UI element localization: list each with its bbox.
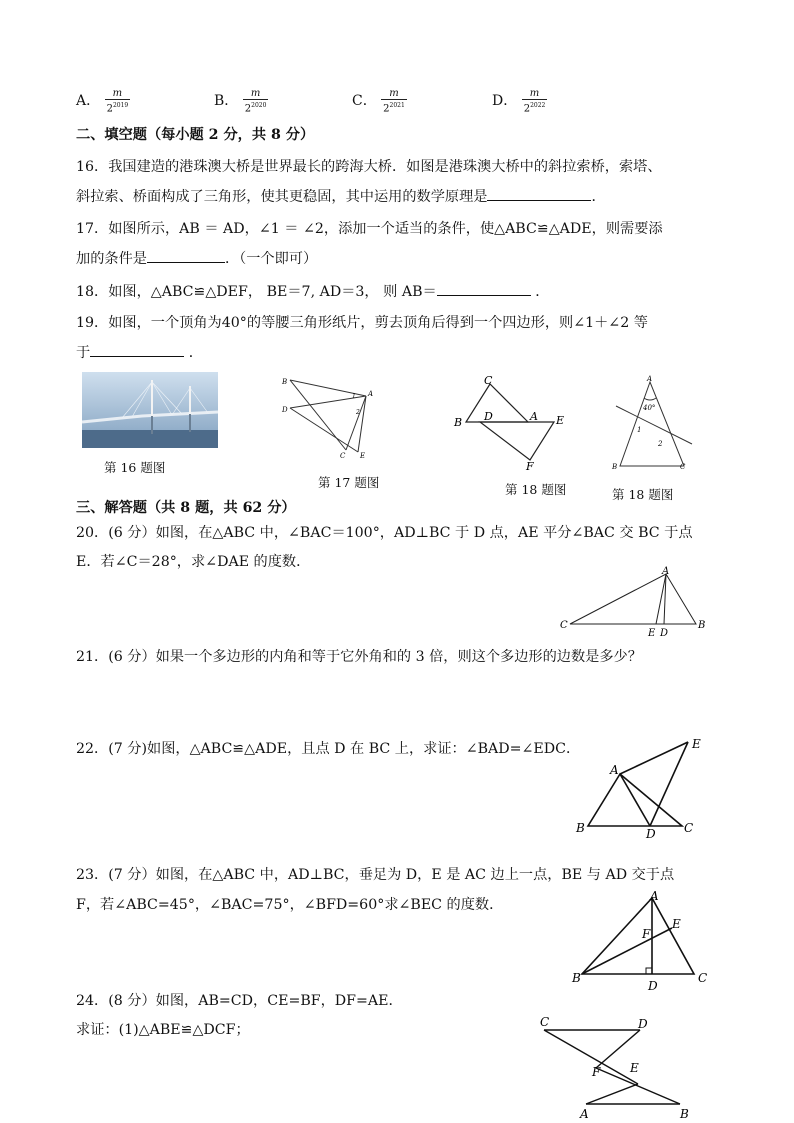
figure-23: [566, 888, 716, 994]
point-label: D: [638, 1017, 648, 1031]
q16-line1: 16．我国建造的港珠澳大桥是世界最长的跨海大桥．如图是港珠澳大桥中的斜拉索桥，索塔、: [76, 159, 662, 175]
q20-line2: E．若∠C＝28°，求∠DAE 的度数．: [76, 554, 311, 570]
point-label: B: [576, 821, 585, 835]
point-label: A: [610, 763, 619, 777]
angle-label: 2: [356, 409, 360, 416]
point-label: B: [612, 463, 618, 471]
figure-24: [534, 1012, 704, 1122]
fraction: $\frac{m}{2^{2019}}$: [106, 88, 129, 115]
point-label: E: [648, 628, 656, 639]
point-label: A: [650, 889, 659, 903]
point-label: B: [680, 1107, 689, 1121]
point-label: C: [484, 374, 493, 387]
answer-blank[interactable]: [437, 283, 531, 296]
caption-fig16: 第 16 题图: [104, 460, 166, 475]
section-3-heading: 三、解答题（共 8 题，共 62 分）: [76, 500, 296, 516]
caption-fig17: 第 17 题图: [318, 475, 380, 490]
q16-line2: 斜拉索、桥面构成了三角形，使其更稳固，其中运用的数学原理是 ．: [76, 189, 606, 205]
figure-18b: [602, 372, 698, 472]
q19-line2: 于 ．: [76, 345, 203, 361]
q18-line: 18．如图，△ABC≌△DEF， BE＝7, AD＝3， 则 AB＝ ．: [76, 284, 550, 300]
point-label: C: [560, 620, 568, 631]
q21-line: 21．(6 分）如果一个多边形的内角和等于它外角和的 3 倍，则这个多边形的边数是多少？: [76, 649, 642, 665]
point-label: D: [648, 979, 658, 993]
point-label: B: [698, 620, 706, 631]
answer-blank[interactable]: [147, 250, 225, 263]
q23-line1: 23．(7 分）如图，在△ABC 中，AD⊥BC，垂足为 D，E 是 AC 边上一点，BE 与 AD 交于点: [76, 867, 675, 883]
point-label: E: [692, 737, 701, 751]
q24-line2: 求证：(1)△ABE≌△DCF；: [76, 1022, 250, 1038]
q24-line1: 24．(8 分）如图，AB=CD，CE=BF，DF=AE．: [76, 993, 403, 1009]
fraction: $\frac{m}{2^{2021}}$: [383, 88, 405, 115]
point-label: B: [282, 378, 288, 386]
angle-label: 1: [637, 426, 642, 434]
q20-line1: 20．(6 分）如图，在△ABC 中，∠BAC＝100°，AD⊥BC 于 D 点，AE 平分∠BAC 交 BC 于点: [76, 525, 693, 541]
fraction: $\frac{m}{2^{2022}}$: [523, 88, 546, 115]
point-label: D: [646, 827, 656, 840]
point-label: F: [592, 1065, 601, 1079]
point-label: A: [580, 1107, 589, 1121]
q17-line1: 17．如图所示，AB ＝ AD，∠1 ＝ ∠2，添加一个适当的条件，使△ABC≌△ADE，则需要添: [76, 221, 663, 237]
option-d: D． $\frac{m}{2^{2022}}$: [492, 88, 546, 115]
figure-20: [550, 562, 710, 642]
point-label: E: [556, 414, 565, 427]
q17-line2: 加的条件是 ．（一个即可）: [76, 251, 318, 267]
point-label: F: [526, 460, 534, 472]
q22-line: 22．(7 分)如图，△ABC≌△ADE，且点 D 在 BC 上，求证：∠BAD=∠EDC．: [76, 741, 581, 757]
section-2-heading: 二、填空题（每小题 2 分，共 8 分）: [76, 127, 315, 143]
point-label: D: [484, 410, 493, 423]
caption-fig18b: 第 18 题图: [612, 487, 674, 502]
bridge-photo: [82, 372, 218, 448]
caption-fig18a: 第 18 题图: [505, 482, 567, 497]
answer-blank[interactable]: [90, 344, 184, 357]
point-label: C: [684, 821, 694, 835]
point-label: E: [630, 1061, 639, 1075]
point-label: B: [454, 416, 463, 429]
figure-17: [280, 372, 380, 460]
q23-line2: F，若∠ABC=45°，∠BAC=75°，∠BFD=60°求∠BEC 的度数．: [76, 897, 504, 913]
point-label: C: [680, 463, 686, 471]
angle-label: 2: [658, 440, 663, 448]
point-label: B: [572, 971, 581, 985]
angle-label: 40°: [643, 404, 656, 412]
point-label: D: [282, 406, 288, 414]
point-label: A: [368, 390, 374, 398]
angle-label: 1: [352, 393, 356, 400]
point-label: C: [698, 971, 708, 985]
figure-18a: [452, 372, 574, 472]
point-label: C: [340, 452, 346, 460]
point-label: D: [660, 628, 669, 639]
point-label: A: [647, 375, 653, 383]
option-b: B． $\frac{m}{2^{2020}}$: [214, 88, 267, 115]
point-label: A: [662, 566, 670, 577]
answer-blank[interactable]: [487, 188, 591, 201]
point-label: E: [672, 917, 681, 931]
figure-22: [570, 734, 710, 840]
fraction: $\frac{m}{2^{2020}}$: [244, 88, 267, 115]
q19-line1: 19．如图，一个顶角为40°的等腰三角形纸片，剪去顶角后得到一个四边形，则∠1＋∠2 等: [76, 315, 648, 331]
option-c: C． $\frac{m}{2^{2021}}$: [352, 88, 405, 115]
point-label: E: [360, 452, 366, 460]
point-label: F: [642, 927, 651, 941]
point-label: C: [540, 1015, 550, 1029]
option-a: A． $\frac{m}{2^{2019}}$: [76, 88, 129, 115]
point-label: A: [530, 410, 538, 423]
